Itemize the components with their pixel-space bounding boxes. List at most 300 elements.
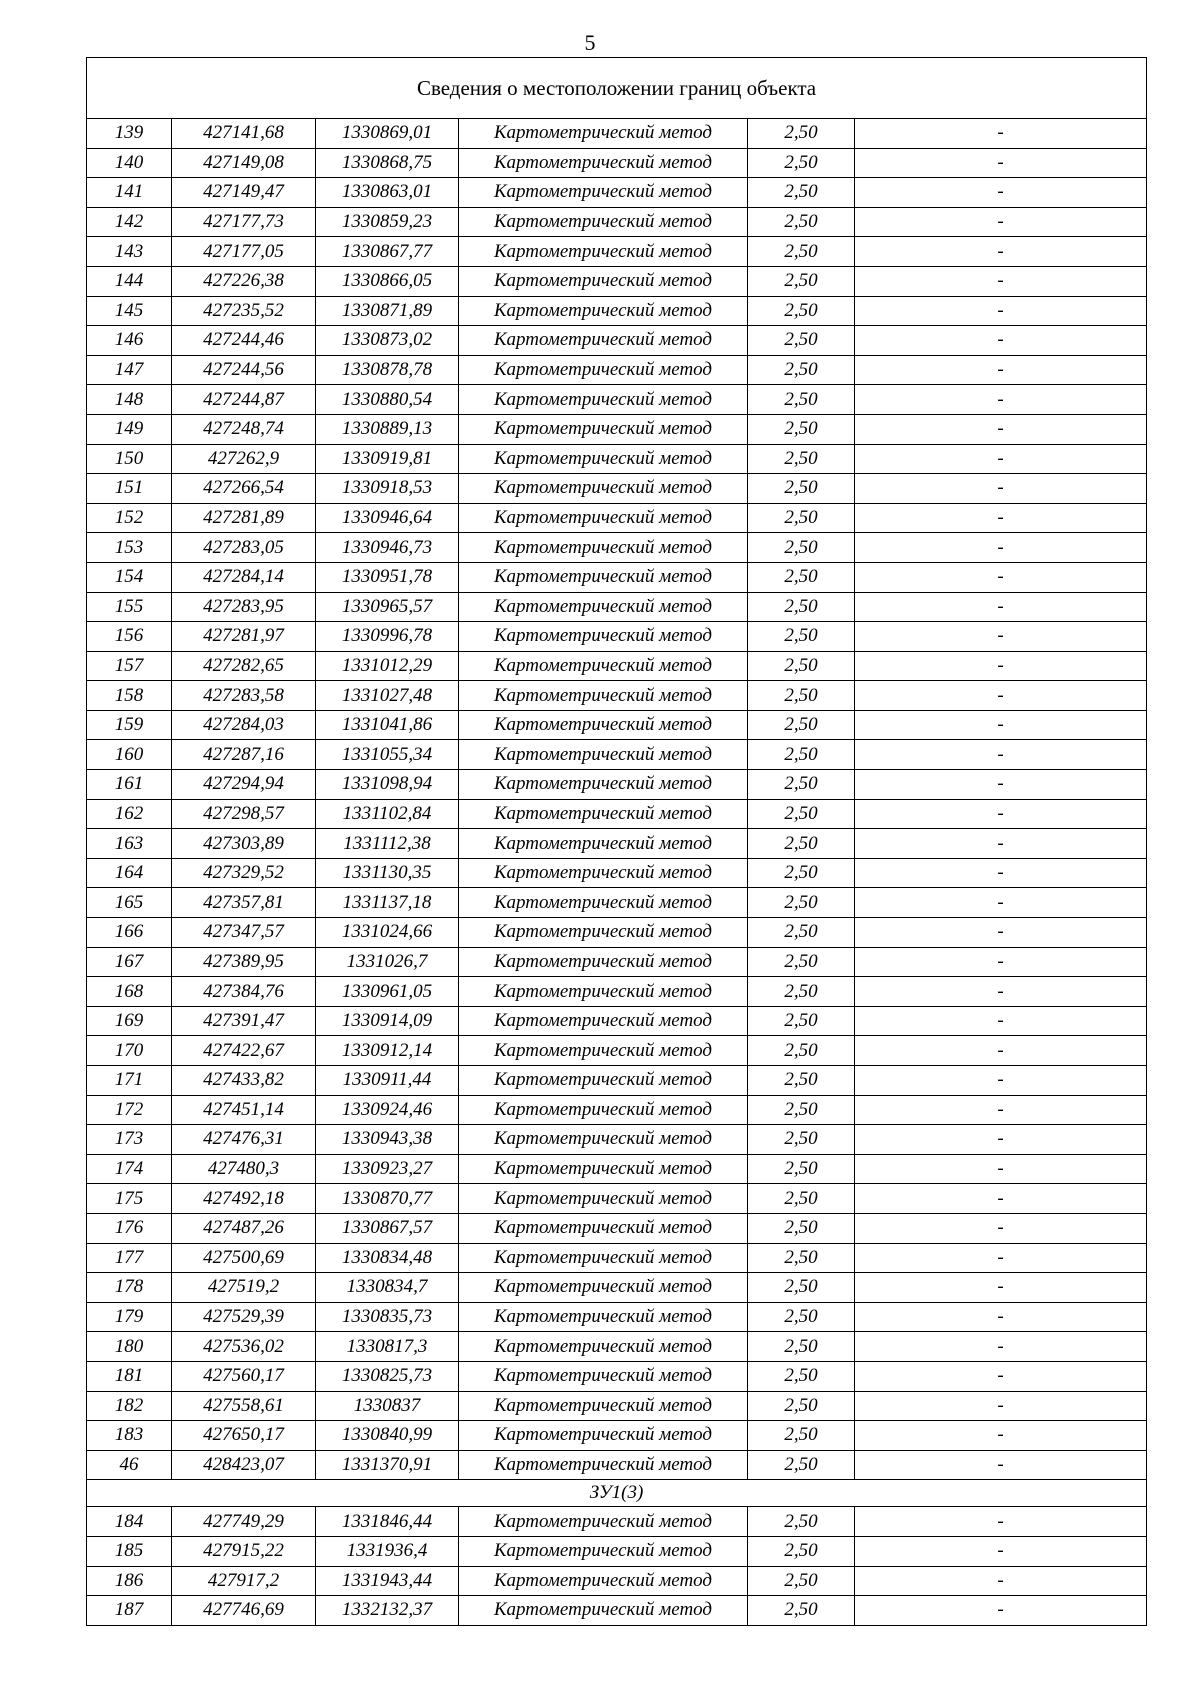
accuracy-cell: 2,50	[748, 1536, 855, 1566]
accuracy-cell: 2,50	[748, 770, 855, 800]
accuracy-cell: 2,50	[748, 1332, 855, 1362]
point-number-cell: 144	[87, 266, 172, 296]
y-coordinate-cell: 1331026,7	[316, 947, 459, 977]
method-cell: Картометрический метод	[459, 562, 748, 592]
accuracy-cell: 2,50	[748, 1066, 855, 1096]
y-coordinate-cell: 1330946,73	[316, 533, 459, 563]
y-coordinate-cell: 1330961,05	[316, 977, 459, 1007]
table-row	[87, 681, 1147, 711]
description-cell: -	[855, 444, 1147, 474]
method-cell: Картометрический метод	[459, 474, 748, 504]
method-cell: Картометрический метод	[459, 355, 748, 385]
table-row	[87, 178, 1147, 208]
table-row	[87, 947, 1147, 977]
description-cell: -	[855, 651, 1147, 681]
x-coordinate-cell: 427476,31	[172, 1125, 316, 1155]
description-cell: -	[855, 119, 1147, 149]
point-number-cell: 149	[87, 414, 172, 444]
table-row	[87, 1006, 1147, 1036]
point-number-cell: 166	[87, 918, 172, 948]
point-number-cell: 181	[87, 1361, 172, 1391]
description-cell: -	[855, 562, 1147, 592]
x-coordinate-cell: 427141,68	[172, 119, 316, 149]
table-row	[87, 918, 1147, 948]
accuracy-cell: 2,50	[748, 888, 855, 918]
table-row	[87, 1391, 1147, 1421]
accuracy-cell: 2,50	[748, 592, 855, 622]
description-cell: -	[855, 829, 1147, 859]
accuracy-cell: 2,50	[748, 1566, 855, 1596]
y-coordinate-cell: 1331370,91	[316, 1450, 459, 1480]
method-cell: Картометрический метод	[459, 622, 748, 652]
point-number-cell: 141	[87, 178, 172, 208]
y-coordinate-cell: 1330923,27	[316, 1154, 459, 1184]
table-row	[87, 1213, 1147, 1243]
table-row	[87, 1066, 1147, 1096]
y-coordinate-cell: 1331936,4	[316, 1536, 459, 1566]
point-number-cell: 169	[87, 1006, 172, 1036]
point-number-cell: 139	[87, 119, 172, 149]
y-coordinate-cell: 1330868,75	[316, 148, 459, 178]
x-coordinate-cell: 427284,14	[172, 562, 316, 592]
y-coordinate-cell: 1330924,46	[316, 1095, 459, 1125]
x-coordinate-cell: 427262,9	[172, 444, 316, 474]
method-cell: Картометрический метод	[459, 1095, 748, 1125]
method-cell: Картометрический метод	[459, 710, 748, 740]
x-coordinate-cell: 427391,47	[172, 1006, 316, 1036]
accuracy-cell: 2,50	[748, 1036, 855, 1066]
point-number-cell: 145	[87, 296, 172, 326]
description-cell: -	[855, 326, 1147, 356]
accuracy-cell: 2,50	[748, 918, 855, 948]
point-number-cell: 186	[87, 1566, 172, 1596]
method-cell: Картометрический метод	[459, 888, 748, 918]
x-coordinate-cell: 427650,17	[172, 1421, 316, 1451]
table-row	[87, 474, 1147, 504]
description-cell: -	[855, 237, 1147, 267]
x-coordinate-cell: 427244,87	[172, 385, 316, 415]
point-number-cell: 155	[87, 592, 172, 622]
method-cell: Картометрический метод	[459, 1421, 748, 1451]
table-row	[87, 1184, 1147, 1214]
description-cell: -	[855, 178, 1147, 208]
point-number-cell: 170	[87, 1036, 172, 1066]
accuracy-cell: 2,50	[748, 296, 855, 326]
accuracy-cell: 2,50	[748, 237, 855, 267]
section-header-row	[87, 1480, 1147, 1507]
y-coordinate-cell: 1330880,54	[316, 385, 459, 415]
x-coordinate-cell: 427281,89	[172, 503, 316, 533]
y-coordinate-cell: 1331137,18	[316, 888, 459, 918]
table-row	[87, 977, 1147, 1007]
accuracy-cell: 2,50	[748, 178, 855, 208]
point-number-cell: 183	[87, 1421, 172, 1451]
point-number-cell: 185	[87, 1536, 172, 1566]
accuracy-cell: 2,50	[748, 799, 855, 829]
accuracy-cell: 2,50	[748, 1125, 855, 1155]
y-coordinate-cell: 1330837	[316, 1391, 459, 1421]
method-cell: Картометрический метод	[459, 414, 748, 444]
x-coordinate-cell: 427266,54	[172, 474, 316, 504]
point-number-cell: 150	[87, 444, 172, 474]
y-coordinate-cell: 1331846,44	[316, 1507, 459, 1537]
accuracy-cell: 2,50	[748, 977, 855, 1007]
point-number-cell: 151	[87, 474, 172, 504]
point-number-cell: 163	[87, 829, 172, 859]
description-cell: -	[855, 355, 1147, 385]
x-coordinate-cell: 427283,95	[172, 592, 316, 622]
point-number-cell: 177	[87, 1243, 172, 1273]
y-coordinate-cell: 1330834,7	[316, 1273, 459, 1303]
description-cell: -	[855, 1302, 1147, 1332]
point-number-cell: 164	[87, 858, 172, 888]
x-coordinate-cell: 427451,14	[172, 1095, 316, 1125]
accuracy-cell: 2,50	[748, 1596, 855, 1626]
description-cell: -	[855, 858, 1147, 888]
point-number-cell: 154	[87, 562, 172, 592]
table-row	[87, 1361, 1147, 1391]
accuracy-cell: 2,50	[748, 385, 855, 415]
accuracy-cell: 2,50	[748, 1154, 855, 1184]
method-cell: Картометрический метод	[459, 799, 748, 829]
description-cell: -	[855, 918, 1147, 948]
y-coordinate-cell: 1330918,53	[316, 474, 459, 504]
table-row	[87, 829, 1147, 859]
method-cell: Картометрический метод	[459, 1036, 748, 1066]
table-title-row	[87, 58, 1147, 119]
description-cell: -	[855, 740, 1147, 770]
point-number-cell: 143	[87, 237, 172, 267]
method-cell: Картометрический метод	[459, 1450, 748, 1480]
table-row	[87, 444, 1147, 474]
accuracy-cell: 2,50	[748, 1302, 855, 1332]
accuracy-cell: 2,50	[748, 947, 855, 977]
y-coordinate-cell: 1330867,57	[316, 1213, 459, 1243]
table-row	[87, 1566, 1147, 1596]
table-row	[87, 355, 1147, 385]
y-coordinate-cell: 1330840,99	[316, 1421, 459, 1451]
method-cell: Картометрический метод	[459, 1332, 748, 1362]
accuracy-cell: 2,50	[748, 651, 855, 681]
description-cell: -	[855, 1243, 1147, 1273]
table-row	[87, 1273, 1147, 1303]
point-number-cell: 161	[87, 770, 172, 800]
x-coordinate-cell: 427433,82	[172, 1066, 316, 1096]
accuracy-cell: 2,50	[748, 1213, 855, 1243]
description-cell: -	[855, 533, 1147, 563]
x-coordinate-cell: 427244,56	[172, 355, 316, 385]
table-row	[87, 1154, 1147, 1184]
point-number-cell: 178	[87, 1273, 172, 1303]
y-coordinate-cell: 1330946,64	[316, 503, 459, 533]
accuracy-cell: 2,50	[748, 1391, 855, 1421]
description-cell: -	[855, 1507, 1147, 1537]
boundary-coordinates-table	[86, 57, 1147, 1626]
y-coordinate-cell: 1331098,94	[316, 770, 459, 800]
description-cell: -	[855, 385, 1147, 415]
y-coordinate-cell: 1331055,34	[316, 740, 459, 770]
table-row	[87, 858, 1147, 888]
point-number-cell: 176	[87, 1213, 172, 1243]
point-number-cell: 140	[87, 148, 172, 178]
point-number-cell: 162	[87, 799, 172, 829]
description-cell: -	[855, 1213, 1147, 1243]
y-coordinate-cell: 1330914,09	[316, 1006, 459, 1036]
description-cell: -	[855, 947, 1147, 977]
table-row	[87, 148, 1147, 178]
method-cell: Картометрический метод	[459, 207, 748, 237]
page-number: 5	[584, 30, 596, 55]
x-coordinate-cell: 427177,05	[172, 237, 316, 267]
y-coordinate-cell: 1331112,38	[316, 829, 459, 859]
point-number-cell: 146	[87, 326, 172, 356]
method-cell: Картометрический метод	[459, 1391, 748, 1421]
description-cell: -	[855, 1095, 1147, 1125]
point-number-cell: 171	[87, 1066, 172, 1096]
y-coordinate-cell: 1330834,48	[316, 1243, 459, 1273]
accuracy-cell: 2,50	[748, 858, 855, 888]
accuracy-cell: 2,50	[748, 148, 855, 178]
accuracy-cell: 2,50	[748, 1184, 855, 1214]
point-number-cell: 165	[87, 888, 172, 918]
y-coordinate-cell: 1330825,73	[316, 1361, 459, 1391]
method-cell: Картометрический метод	[459, 592, 748, 622]
x-coordinate-cell: 427480,3	[172, 1154, 316, 1184]
description-cell: -	[855, 1596, 1147, 1626]
accuracy-cell: 2,50	[748, 1361, 855, 1391]
description-cell: -	[855, 1332, 1147, 1362]
y-coordinate-cell: 1330863,01	[316, 178, 459, 208]
table-row	[87, 1125, 1147, 1155]
table-row	[87, 651, 1147, 681]
description-cell: -	[855, 1125, 1147, 1155]
point-number-cell: 159	[87, 710, 172, 740]
accuracy-cell: 2,50	[748, 533, 855, 563]
description-cell: -	[855, 1036, 1147, 1066]
accuracy-cell: 2,50	[748, 1243, 855, 1273]
x-coordinate-cell: 427281,97	[172, 622, 316, 652]
x-coordinate-cell: 427560,17	[172, 1361, 316, 1391]
method-cell: Картометрический метод	[459, 977, 748, 1007]
point-number-cell: 158	[87, 681, 172, 711]
description-cell: -	[855, 799, 1147, 829]
description-cell: -	[855, 1421, 1147, 1451]
y-coordinate-cell: 1331130,35	[316, 858, 459, 888]
x-coordinate-cell: 427294,94	[172, 770, 316, 800]
method-cell: Картометрический метод	[459, 444, 748, 474]
x-coordinate-cell: 427177,73	[172, 207, 316, 237]
y-coordinate-cell: 1330866,05	[316, 266, 459, 296]
accuracy-cell: 2,50	[748, 1273, 855, 1303]
description-cell: -	[855, 148, 1147, 178]
method-cell: Картометрический метод	[459, 1184, 748, 1214]
point-number-cell: 148	[87, 385, 172, 415]
point-number-cell: 157	[87, 651, 172, 681]
method-cell: Картометрический метод	[459, 1507, 748, 1537]
y-coordinate-cell: 1330835,73	[316, 1302, 459, 1332]
table-row	[87, 1302, 1147, 1332]
x-coordinate-cell: 427329,52	[172, 858, 316, 888]
y-coordinate-cell: 1330871,89	[316, 296, 459, 326]
method-cell: Картометрический метод	[459, 1273, 748, 1303]
y-coordinate-cell: 1330869,01	[316, 119, 459, 149]
accuracy-cell: 2,50	[748, 1421, 855, 1451]
description-cell: -	[855, 681, 1147, 711]
x-coordinate-cell: 427558,61	[172, 1391, 316, 1421]
x-coordinate-cell: 427422,67	[172, 1036, 316, 1066]
table-row	[87, 533, 1147, 563]
description-cell: -	[855, 1566, 1147, 1596]
method-cell: Картометрический метод	[459, 1006, 748, 1036]
y-coordinate-cell: 1330912,14	[316, 1036, 459, 1066]
table-row	[87, 562, 1147, 592]
table-row	[87, 1536, 1147, 1566]
y-coordinate-cell: 1330965,57	[316, 592, 459, 622]
accuracy-cell: 2,50	[748, 562, 855, 592]
y-coordinate-cell: 1331027,48	[316, 681, 459, 711]
description-cell: -	[855, 1273, 1147, 1303]
accuracy-cell: 2,50	[748, 1450, 855, 1480]
y-coordinate-cell: 1331102,84	[316, 799, 459, 829]
method-cell: Картометрический метод	[459, 1536, 748, 1566]
method-cell: Картометрический метод	[459, 148, 748, 178]
method-cell: Картометрический метод	[459, 770, 748, 800]
method-cell: Картометрический метод	[459, 651, 748, 681]
y-coordinate-cell: 1330867,77	[316, 237, 459, 267]
x-coordinate-cell: 427282,65	[172, 651, 316, 681]
x-coordinate-cell: 427298,57	[172, 799, 316, 829]
accuracy-cell: 2,50	[748, 681, 855, 711]
y-coordinate-cell: 1330943,38	[316, 1125, 459, 1155]
method-cell: Картометрический метод	[459, 119, 748, 149]
x-coordinate-cell: 427303,89	[172, 829, 316, 859]
table-row	[87, 1596, 1147, 1626]
point-number-cell: 174	[87, 1154, 172, 1184]
method-cell: Картометрический метод	[459, 740, 748, 770]
method-cell: Картометрический метод	[459, 326, 748, 356]
y-coordinate-cell: 1331012,29	[316, 651, 459, 681]
table-row	[87, 770, 1147, 800]
y-coordinate-cell: 1330870,77	[316, 1184, 459, 1214]
x-coordinate-cell: 427917,2	[172, 1566, 316, 1596]
accuracy-cell: 2,50	[748, 1006, 855, 1036]
point-number-cell: 179	[87, 1302, 172, 1332]
x-coordinate-cell: 427487,26	[172, 1213, 316, 1243]
table-row	[87, 1450, 1147, 1480]
method-cell: Картометрический метод	[459, 1596, 748, 1626]
accuracy-cell: 2,50	[748, 266, 855, 296]
method-cell: Картометрический метод	[459, 385, 748, 415]
x-coordinate-cell: 427284,03	[172, 710, 316, 740]
method-cell: Картометрический метод	[459, 829, 748, 859]
accuracy-cell: 2,50	[748, 710, 855, 740]
accuracy-cell: 2,50	[748, 829, 855, 859]
accuracy-cell: 2,50	[748, 414, 855, 444]
description-cell: -	[855, 266, 1147, 296]
method-cell: Картометрический метод	[459, 858, 748, 888]
x-coordinate-cell: 427149,47	[172, 178, 316, 208]
y-coordinate-cell: 1330873,02	[316, 326, 459, 356]
description-cell: -	[855, 207, 1147, 237]
table-row	[87, 119, 1147, 149]
description-cell: -	[855, 622, 1147, 652]
description-cell: -	[855, 414, 1147, 444]
x-coordinate-cell: 427283,05	[172, 533, 316, 563]
table-row	[87, 1036, 1147, 1066]
table-row	[87, 1243, 1147, 1273]
description-cell: -	[855, 1536, 1147, 1566]
method-cell: Картометрический метод	[459, 178, 748, 208]
method-cell: Картометрический метод	[459, 533, 748, 563]
description-cell: -	[855, 1391, 1147, 1421]
point-number-cell: 160	[87, 740, 172, 770]
method-cell: Картометрический метод	[459, 266, 748, 296]
x-coordinate-cell: 427244,46	[172, 326, 316, 356]
method-cell: Картометрический метод	[459, 296, 748, 326]
point-number-cell: 187	[87, 1596, 172, 1626]
method-cell: Картометрический метод	[459, 918, 748, 948]
table-row	[87, 710, 1147, 740]
point-number-cell: 152	[87, 503, 172, 533]
y-coordinate-cell: 1330919,81	[316, 444, 459, 474]
x-coordinate-cell: 427529,39	[172, 1302, 316, 1332]
x-coordinate-cell: 427915,22	[172, 1536, 316, 1566]
x-coordinate-cell: 427283,58	[172, 681, 316, 711]
table-row	[87, 1332, 1147, 1362]
point-number-cell: 147	[87, 355, 172, 385]
x-coordinate-cell: 427519,2	[172, 1273, 316, 1303]
table-row	[87, 326, 1147, 356]
section-label: ЗУ1(3)	[87, 1480, 1147, 1507]
description-cell: -	[855, 474, 1147, 504]
accuracy-cell: 2,50	[748, 1095, 855, 1125]
table-row	[87, 1095, 1147, 1125]
x-coordinate-cell: 427749,29	[172, 1507, 316, 1537]
point-number-cell: 182	[87, 1391, 172, 1421]
point-number-cell: 142	[87, 207, 172, 237]
x-coordinate-cell: 427235,52	[172, 296, 316, 326]
accuracy-cell: 2,50	[748, 474, 855, 504]
accuracy-cell: 2,50	[748, 119, 855, 149]
accuracy-cell: 2,50	[748, 207, 855, 237]
table-row	[87, 888, 1147, 918]
description-cell: -	[855, 1450, 1147, 1480]
y-coordinate-cell: 1330951,78	[316, 562, 459, 592]
method-cell: Картометрический метод	[459, 1361, 748, 1391]
point-number-cell: 172	[87, 1095, 172, 1125]
method-cell: Картометрический метод	[459, 503, 748, 533]
point-number-cell: 156	[87, 622, 172, 652]
point-number-cell: 167	[87, 947, 172, 977]
description-cell: -	[855, 770, 1147, 800]
x-coordinate-cell: 427248,74	[172, 414, 316, 444]
y-coordinate-cell: 1330859,23	[316, 207, 459, 237]
point-number-cell: 168	[87, 977, 172, 1007]
table-row	[87, 1507, 1147, 1537]
x-coordinate-cell: 427287,16	[172, 740, 316, 770]
description-cell: -	[855, 1361, 1147, 1391]
accuracy-cell: 2,50	[748, 503, 855, 533]
description-cell: -	[855, 888, 1147, 918]
y-coordinate-cell: 1330996,78	[316, 622, 459, 652]
method-cell: Картометрический метод	[459, 1566, 748, 1596]
method-cell: Картометрический метод	[459, 1302, 748, 1332]
method-cell: Картометрический метод	[459, 1154, 748, 1184]
accuracy-cell: 2,50	[748, 1507, 855, 1537]
description-cell: -	[855, 503, 1147, 533]
method-cell: Картометрический метод	[459, 681, 748, 711]
method-cell: Картометрический метод	[459, 1243, 748, 1273]
